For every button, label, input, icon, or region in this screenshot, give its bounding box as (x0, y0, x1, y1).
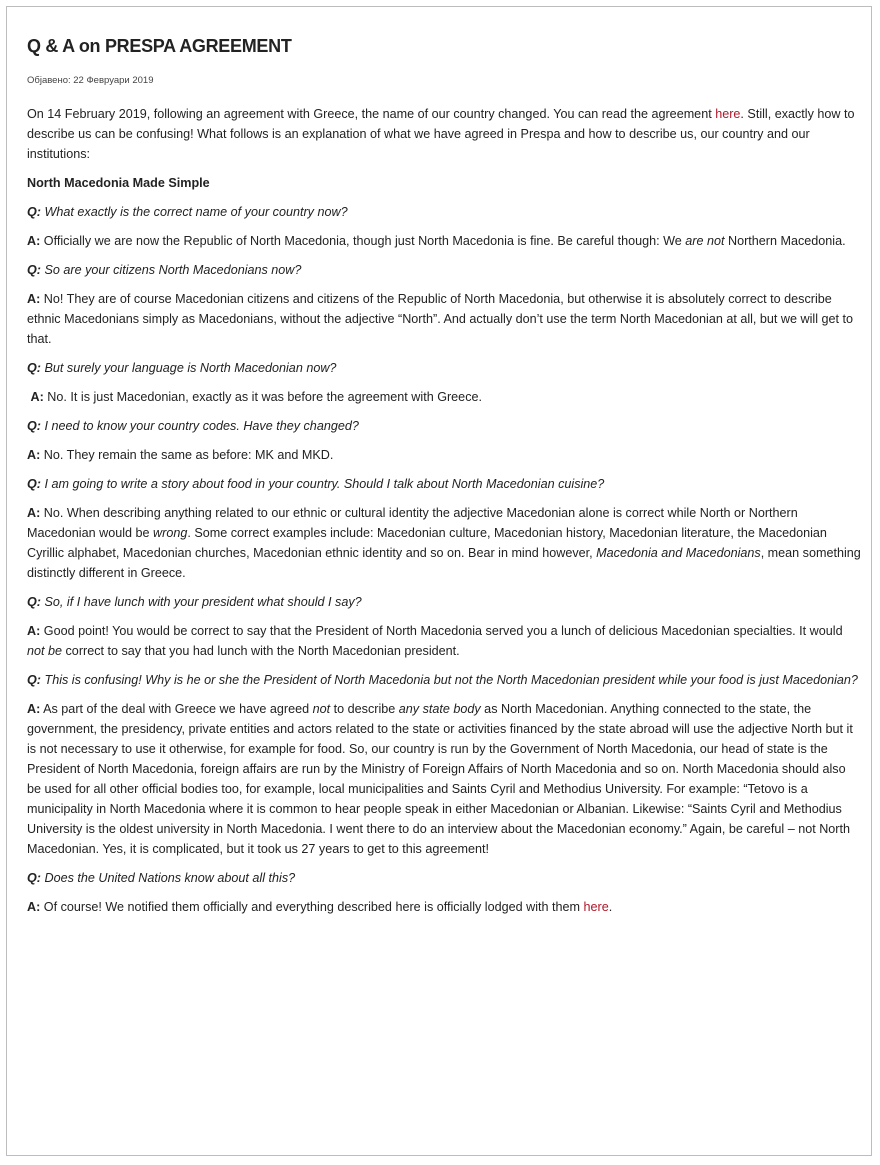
a-label: A: (27, 234, 41, 248)
question-8 (27, 868, 862, 888)
answer-emphasis: wrong (153, 526, 188, 540)
question-text: But surely your language is North Macedonian now? (44, 361, 337, 375)
answer-7 (27, 699, 862, 859)
q-label: Q: (27, 419, 41, 433)
question-text: So, if I have lunch with your president what should I say? (44, 595, 362, 609)
answer-text: No. They remain the same as before: MK and MKD. (43, 448, 334, 462)
question-7 (27, 670, 862, 690)
agreement-link[interactable]: here (715, 107, 741, 121)
answer-6 (27, 621, 862, 661)
answer-emphasis: not be (27, 644, 63, 658)
a-label: A: (27, 292, 41, 306)
answer-4 (27, 445, 862, 465)
question-text: Does the United Nations know about all this? (44, 871, 296, 885)
answer-emphasis: are not (685, 234, 725, 248)
question-4 (27, 416, 862, 436)
answer-text: to describe (330, 702, 399, 716)
a-label: A: (27, 624, 41, 638)
article-content (27, 34, 862, 926)
answer-text: No! They are of course Macedonian citizens and citizens of the Republic of North Macedonia, but otherwise it is absolutely correct to describe ethnic Macedonians simply as Macedonians, without the adjective “North”. And actually don’t use the term North Macedonian at all, but we will get to that. (27, 292, 854, 346)
q-label: Q: (27, 205, 41, 219)
question-3 (27, 358, 862, 378)
answer-emphasis: not (312, 702, 331, 716)
answer-text: No. When describing anything related to our ethnic or cultural identity the adjective Macedonian alone is correct while North or Northern Macedonian would be (27, 506, 798, 540)
answer-emphasis: Macedonia and Macedonians (596, 546, 761, 560)
q-label: Q: (27, 595, 41, 609)
un-link[interactable]: here (583, 900, 609, 914)
answer-text: Officially we are now the Republic of North Macedonia, though just North Macedonia is fine. Be careful though: We (43, 234, 686, 248)
published-date: Објавено: 22 Февруари 2019 (27, 75, 154, 86)
answer-text: . (608, 900, 613, 914)
answer-emphasis: any state body (398, 702, 481, 716)
answer-text: correct to say that you had lunch with the North Macedonian president. (62, 644, 460, 658)
question-text: What exactly is the correct name of your country now? (44, 205, 348, 219)
q-label: Q: (27, 673, 41, 687)
question-text: So are your citizens North Macedonians now? (44, 263, 302, 277)
answer-text: As part of the deal with Greece we have agreed (43, 702, 313, 716)
question-5 (27, 474, 862, 494)
a-label: A: (27, 900, 41, 914)
a-label: A: (30, 390, 44, 404)
a-label: A: (27, 702, 41, 716)
answer-2 (27, 289, 862, 349)
intro-paragraph (27, 104, 862, 164)
question-text: This is confusing! Why is he or she the President of North Macedonia but not the North Macedonian president while your food is just Macedonian? (44, 673, 858, 687)
question-2 (27, 260, 862, 280)
question-text: I need to know your country codes. Have they changed? (44, 419, 359, 433)
section-title: North Macedonia Made Simple (27, 176, 210, 190)
a-label: A: (27, 448, 41, 462)
q-label: Q: (27, 361, 41, 375)
question-text: I am going to write a story about food in your country. Should I talk about North Macedonian cuisine? (44, 477, 605, 491)
a-label: A: (27, 506, 41, 520)
answer-text: No. It is just Macedonian, exactly as it was before the agreement with Greece. (47, 390, 482, 404)
answer-8 (27, 897, 862, 917)
question-1 (27, 202, 862, 222)
intro-text: On 14 February 2019, following an agreement with Greece, the name of our country changed. You can read the agreement (27, 107, 716, 121)
answer-3 (27, 387, 862, 407)
question-6 (27, 592, 862, 612)
answer-1 (27, 231, 862, 251)
answer-text: . Some correct examples include: Macedonian culture, Macedonian history, Macedonian literature, the Macedonian Cyrillic alphabet, Macedonian churches, Macedonian ethnic identity and so on. Bear in mind however, (27, 526, 827, 560)
answer-5 (27, 503, 862, 583)
answer-text: Good point! You would be correct to say that the President of North Macedonia served you a lunch of delicious Macedonian specialties. It would (43, 624, 843, 638)
intro-text-continued: . Still, exactly how to describe us can be confusing! What follows is an explanation of what we have agreed in Prespa and how to describe us, our country and our institutions: (27, 107, 855, 161)
q-label: Q: (27, 263, 41, 277)
article-body (27, 104, 862, 917)
q-label: Q: (27, 871, 41, 885)
answer-text: , mean something distinctly different in Greece. (27, 546, 861, 580)
answer-text: as North Macedonian. Anything connected to the state, the government, the presidency, private entities and actors related to the state or activities financed by the state abroad will use the adjective North but it is not necessary to use it otherwise, for example for food. So, our country is run by the Government of North Macedonia, our head of state is the President of North Macedonia, foreign affairs are run by the Ministry of Foreign Affairs of North Macedonia and so on. North Macedonia should also be used for all other official bodies too, for example, local municipalities and Saints Cyril and Methodius University. For example: “Tetovo is a municipality in North Macedonia where it is common to hear people speak in either Macedonian or Albanian. Likewise: “Saints Cyril and Methodius University is the oldest university in North Macedonia. I went there to do an interview about the Macedonian economy.” Again, be careful – not North Macedonian. Yes, it is complicated, but it took us 27 years to get to this agreement! (27, 702, 853, 856)
answer-text: Of course! We notified them officially and everything described here is officially lodged with them (43, 900, 584, 914)
article-title: Q & A on PRESPA AGREEMENT (27, 36, 292, 56)
answer-text: Northern Macedonia. (724, 234, 846, 248)
article-frame (6, 6, 872, 1156)
q-label: Q: (27, 477, 41, 491)
